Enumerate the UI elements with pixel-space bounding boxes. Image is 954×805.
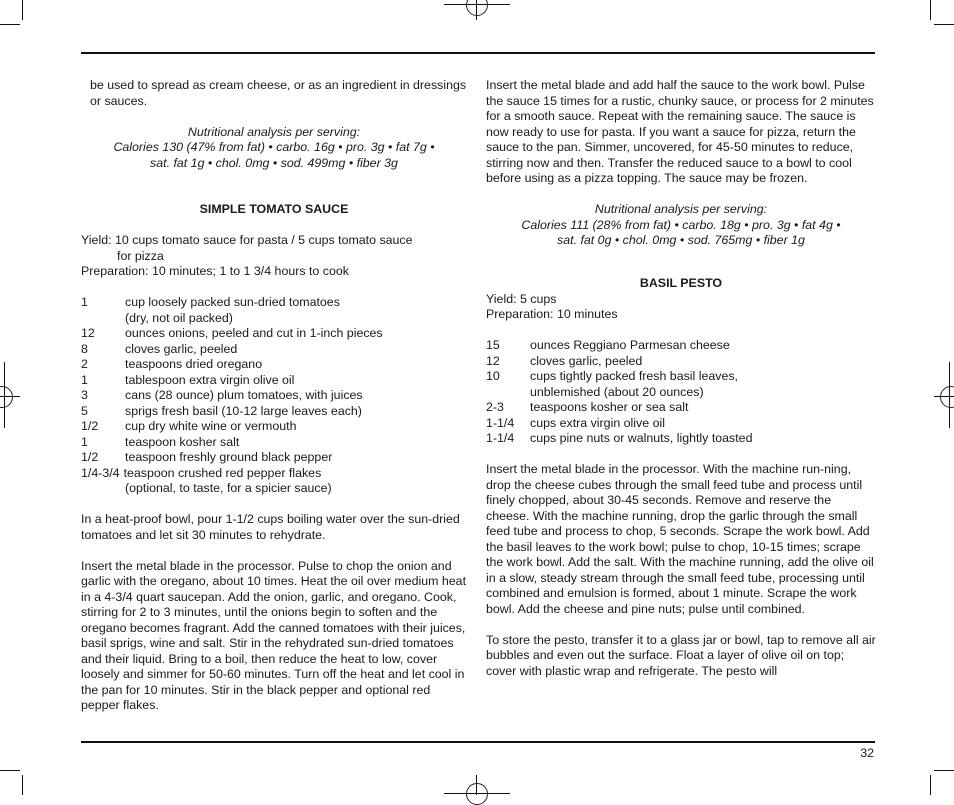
registration-mark bbox=[476, 0, 477, 20]
ingredient-item: teaspoon freshly ground black pepper bbox=[125, 450, 333, 464]
instruction-paragraph: Insert the metal blade and add half the sauce to the work bowl. Pulse the sauce 15 times for a rustic, chunky sauce, or process for 2 minutes for a smooth sauce. Repeat with the remaining sauce. The sauce is now ready to use for pasta. If you want a sauce for pizza, return the sauce to the pan. Simmer, uncovered, for 45-50 minutes to reduce, stirring now and then. Transfer the reduced sauce to a bowl to cool before using as a pizza topping. The sauce may be frozen. bbox=[486, 78, 874, 185]
ingredient-qty: 1-1/4 bbox=[486, 415, 515, 430]
nutrition-line: sat. fat 1g • chol. 0mg • sod. 499mg • fiber 3g bbox=[150, 155, 398, 170]
ingredient-item: teaspoons dried oregano bbox=[125, 357, 263, 371]
crop-mark bbox=[930, 0, 931, 20]
ingredient-item: teaspoons kosher or sea salt bbox=[530, 400, 689, 414]
ingredient-qty: 2-3 bbox=[486, 400, 504, 414]
registration-mark bbox=[466, 783, 488, 805]
ingredient-row bbox=[81, 311, 467, 327]
yield-line: Yield: 5 cups bbox=[486, 291, 557, 306]
ingredient-row bbox=[81, 326, 467, 342]
registration-mark bbox=[466, 0, 488, 16]
ingredient-row bbox=[486, 416, 876, 432]
crop-mark bbox=[0, 24, 20, 25]
ingredient-row bbox=[81, 342, 467, 358]
nutrition-title: Nutritional analysis per serving: bbox=[187, 124, 361, 139]
registration-mark bbox=[476, 775, 477, 795]
bottom-rule bbox=[81, 741, 875, 743]
ingredient-row bbox=[81, 481, 467, 497]
page-number: 32 bbox=[860, 746, 874, 760]
crop-mark bbox=[0, 770, 20, 771]
ingredient-item: cloves garlic, peeled bbox=[530, 353, 643, 368]
ingredient-row bbox=[486, 431, 876, 447]
right-column bbox=[486, 78, 876, 679]
ingredient-qty: 1/4-3/4 bbox=[81, 465, 120, 480]
ingredient-qty: 15 bbox=[486, 338, 500, 352]
ingredient-row bbox=[81, 295, 467, 311]
ingredient-item: cloves garlic, peeled bbox=[125, 341, 238, 356]
ingredient-item: cup loosely packed sun-dried tomatoes bbox=[125, 295, 340, 309]
crop-mark bbox=[22, 775, 23, 795]
ingredient-row bbox=[81, 419, 467, 435]
ingredient-qty: 12 bbox=[81, 326, 95, 340]
intro-text: be used to spread as cream cheese, or as an ingredient in dressings or sauces. bbox=[90, 78, 467, 108]
ingredient-qty: 1-1/4 bbox=[486, 431, 515, 445]
ingredient-item: teaspoon kosher salt bbox=[125, 434, 240, 449]
ingredient-list bbox=[486, 338, 876, 447]
preparation-line: Preparation: 10 minutes; 1 to 1 3/4 hours to cook bbox=[81, 264, 349, 278]
ingredient-item: ounces Reggiano Parmesan cheese bbox=[530, 338, 730, 352]
ingredient-item: cup dry white wine or vermouth bbox=[125, 419, 297, 433]
ingredient-item: cans (28 ounce) plum tomatoes, with juices bbox=[125, 388, 363, 402]
top-rule bbox=[81, 52, 875, 54]
ingredient-item: teaspoon crushed red pepper flakes bbox=[123, 465, 322, 480]
ingredient-note: (dry, not oil packed) bbox=[125, 310, 233, 325]
nutrition-title: Nutritional analysis per serving: bbox=[594, 202, 768, 216]
registration-mark bbox=[940, 386, 954, 408]
registration-mark bbox=[444, 4, 510, 5]
ingredient-qty: 1/2 bbox=[81, 450, 99, 464]
ingredient-item: ounces onions, peeled and cut in 1-inch pieces bbox=[125, 326, 383, 340]
ingredient-row bbox=[81, 466, 467, 482]
ingredient-row bbox=[486, 400, 876, 416]
ingredient-qty: 1 bbox=[81, 434, 88, 449]
crop-mark bbox=[934, 770, 954, 771]
instruction-paragraph: Insert the metal blade in the processor. With the machine run-ning, drop the cheese cubes through the small feed tube and process until finely chopped, about 30-45 seconds. Remove and reserve the cheese. With the machine running, drop the garlic through the small feed tube and process to chop, 5 seconds. Scrape the work bowl. Add the basil leaves to the work bowl; pulse to chop, 10-15 times; scrape the work bowl. Add the salt. With the machine running, add the olive oil in a slow, steady stream through the small feed tube, processing until combined and emulsion is formed, about 1 minute. Scrape the work bowl. Add the cheese and pine nuts; pulse until combined. bbox=[486, 462, 874, 616]
ingredient-row bbox=[486, 369, 876, 385]
nutrition-line: Calories 130 (47% from fat) • carbo. 16g • pro. 3g • fat 7g • bbox=[113, 140, 435, 154]
ingredient-row bbox=[486, 385, 876, 401]
ingredient-row bbox=[81, 450, 467, 466]
registration-mark bbox=[0, 386, 13, 408]
preparation-line: Preparation: 10 minutes bbox=[486, 307, 618, 321]
instruction-paragraph: In a heat-proof bowl, pour 1-1/2 cups boiling water over the sun-dried tomatoes and let sit 30 minutes to rehydrate. bbox=[81, 512, 460, 542]
ingredient-item: sprigs fresh basil (10-12 large leaves each) bbox=[125, 403, 362, 418]
registration-mark bbox=[444, 793, 510, 794]
ingredient-note: (optional, to taste, for a spicier sauce) bbox=[125, 481, 332, 495]
yield-line: Yield: 10 cups tomato sauce for pasta / 5 cups tomato sauce bbox=[81, 233, 413, 247]
ingredient-row bbox=[81, 357, 467, 373]
crop-mark bbox=[934, 24, 954, 25]
nutrition-line: sat. fat 0g • chol. 0mg • sod. 765mg • fiber 1g bbox=[557, 233, 805, 247]
ingredient-qty: 1/2 bbox=[81, 419, 99, 433]
registration-mark bbox=[934, 396, 954, 397]
ingredient-qty: 1 bbox=[81, 372, 88, 387]
ingredient-row bbox=[486, 338, 876, 354]
yield-line: for pizza bbox=[117, 248, 164, 263]
registration-mark bbox=[0, 396, 20, 397]
ingredient-row bbox=[486, 354, 876, 370]
ingredient-item: cups tightly packed fresh basil leaves, bbox=[530, 369, 738, 383]
ingredient-qty: 10 bbox=[486, 369, 500, 383]
ingredient-row bbox=[81, 404, 467, 420]
ingredient-list bbox=[81, 295, 467, 497]
instruction-paragraph: To store the pesto, transfer it to a glass jar or bowl, tap to remove all air bubbles and even out the surface. Float a layer of olive oil on top; cover with plastic wrap and refrigerate. The pesto will bbox=[486, 632, 876, 678]
ingredient-qty: 12 bbox=[486, 353, 500, 368]
ingredient-row bbox=[81, 373, 467, 389]
registration-mark bbox=[949, 362, 950, 428]
ingredient-qty: 2 bbox=[81, 357, 88, 371]
ingredient-item: cups extra virgin olive oil bbox=[530, 415, 665, 430]
ingredient-qty: 1 bbox=[81, 295, 88, 309]
ingredient-item: tablespoon extra virgin olive oil bbox=[125, 372, 295, 387]
ingredient-qty: 3 bbox=[81, 388, 88, 402]
left-column bbox=[81, 78, 467, 714]
ingredient-row bbox=[81, 435, 467, 451]
crop-mark bbox=[22, 0, 23, 20]
recipe-title: BASIL PESTO bbox=[639, 276, 723, 290]
ingredient-qty: 8 bbox=[81, 341, 88, 356]
recipe-title: SIMPLE TOMATO SAUCE bbox=[199, 202, 349, 216]
ingredient-row bbox=[81, 388, 467, 404]
crop-mark bbox=[930, 775, 931, 795]
instruction-paragraph: Insert the metal blade in the processor. Pulse to chop the onion and garlic with the oregano, about 10 times. Heat the oil over medium heat in a 4-3/4 quart saucepan. Add the onion, garlic, and oregano. Cook, stirring for 2 to 3 minutes, until the onions begin to soften and the oregano becomes fragrant. Add the canned tomatoes with their juices, basil sprigs, wine and salt. Stir in the rehydrated sun-dried tomatoes and their liquid. Bring to a boil, then reduce the heat to low, cover loosely and simmer for 50-60 minutes. Turn off the heat and let cool in the pan for 10 minutes. Stir in the black pepper and optional red pepper flakes. bbox=[81, 558, 467, 712]
registration-mark bbox=[4, 362, 5, 428]
nutrition-line: Calories 111 (28% from fat) • carbo. 18g • pro. 3g • fat 4g • bbox=[521, 217, 841, 232]
ingredient-qty: 5 bbox=[81, 403, 88, 418]
ingredient-item: cups pine nuts or walnuts, lightly toasted bbox=[530, 431, 753, 445]
ingredient-note: unblemished (about 20 ounces) bbox=[530, 384, 704, 399]
